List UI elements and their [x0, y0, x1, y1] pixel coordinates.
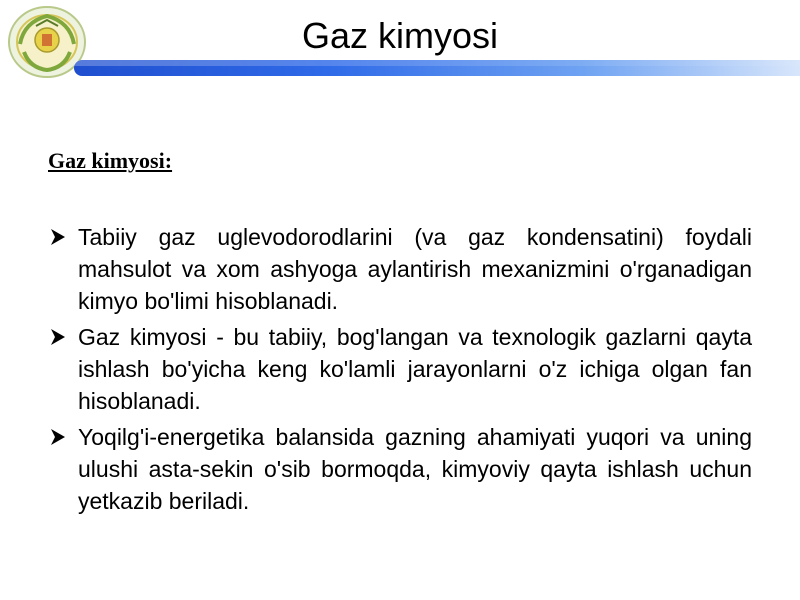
section-heading: Gaz kimyosi:: [48, 148, 173, 173]
bullet-item: [50, 321, 752, 417]
bullet-text: Tabiiy gaz uglevodorodlarini (va gaz kondensatini) foydali mahsulot va xom ashyoga aylantirish mexanizmini o'rganadigan kimyo bo'limi hisoblanadi.: [78, 224, 752, 314]
bullet-list: [50, 221, 752, 521]
arrowhead-bullet-icon: [50, 228, 66, 246]
bullet-text: Yoqilg'i-energetika balansida gazning ahamiyati yuqori va uning ulushi asta-sekin o'sib bormoqda, kimyoviy qayta ishlash uchun yetkazib beriladi.: [78, 424, 752, 514]
title-bar-highlight: [74, 60, 800, 66]
slide-title: Gaz kimyosi: [301, 15, 499, 56]
arrowhead-bullet-icon: [50, 428, 66, 446]
bullet-item: [50, 221, 752, 317]
arrowhead-bullet-icon: [50, 328, 66, 346]
bullet-text: Gaz kimyosi - bu tabiiy, bog'langan va texnologik gazlarni qayta ishlash bo'yicha keng ko'lamli jarayonlarni o'z ichiga olgan fan hisoblanadi.: [78, 324, 752, 414]
bullet-item: [50, 421, 752, 517]
